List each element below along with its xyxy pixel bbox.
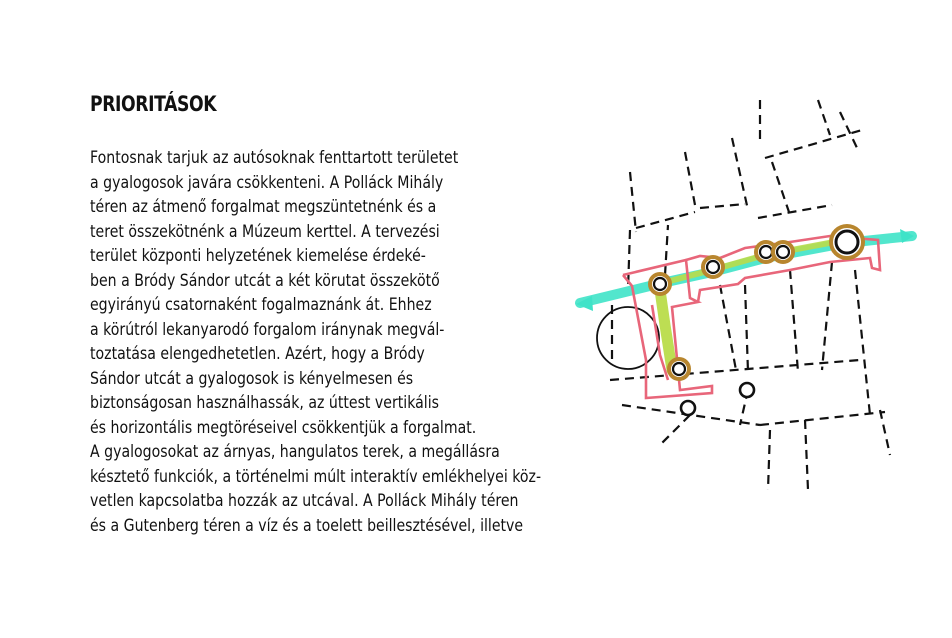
street-line [732,138,748,210]
street-line [818,100,830,135]
street-plan-diagram [572,95,922,505]
street-line [700,204,745,208]
text-line: Fontosnak tarjuk az autósoknak fenttartott területet [90,148,459,168]
text-line: terület központi helyzetének kiemelése érdeké- [90,246,426,266]
text-line: és horizontális megtöréseivel csökkentjük a forgalmat. [90,417,477,438]
text-line: egyirányú csatornaként fogalmaznánk át. Ehhez [90,295,432,315]
text-line: biztonságosan használhassák, az úttest vertikális [90,393,439,413]
street-line [822,262,832,370]
text-line: a gyalogosok javára csökkenteni. A Polláck Mihály [90,172,444,193]
text-line: teret összekötnénk a Múzeum kerttel. A tervezési [90,221,440,242]
text-line: A gyalogosokat az árnyas, hangulatos terek, a megállásra [90,442,500,462]
street-line [685,152,695,205]
node [836,231,858,253]
node [654,278,666,290]
page-title: PRIORITÁSOK [90,92,217,116]
street-line [880,410,890,455]
street-line [660,415,690,445]
street-line [720,285,736,370]
street-line [772,162,790,215]
text-line: a körútról lekanyarodó forgalom iránynak megvál- [90,319,445,340]
text-line: vetlen kapcsolatba hozzák az utcával. A Polláck Mihály téren [90,491,519,511]
node [760,246,772,258]
street-line [805,420,808,490]
node [681,401,695,415]
street-line [768,430,770,490]
street-line [760,412,885,425]
node [673,363,685,375]
text-line: ben a Bródy Sándor utcát a két körutat összekötő [90,270,440,291]
street-line [665,225,668,275]
node [777,246,789,258]
text-line: Sándor utcát a gyalogosok is kényelmesen és [90,368,414,389]
museum-garden-circle [597,307,659,369]
street-line [765,130,862,158]
street-line [745,285,748,372]
text-line: téren az átmenő forgalmat megszüntetnénk és a [90,197,437,217]
street-line [758,205,832,218]
street-line [636,212,695,228]
text-line: toztatása elengedhetetlen. Azért, hogy a Bródy [90,344,425,364]
text-line: és a Gutenberg téren a víz és a toelett beillesztésével, illetve [90,515,524,536]
street-line [630,172,636,232]
route-nodes [650,226,863,415]
street-lines [610,100,890,490]
node [707,261,719,273]
street-line [790,270,798,372]
body-paragraph [90,146,633,538]
street-line [855,270,870,415]
text-line: késztető funkciók, a történelmi múlt interaktív emlékhelyei köz- [90,466,542,487]
node [740,383,754,397]
